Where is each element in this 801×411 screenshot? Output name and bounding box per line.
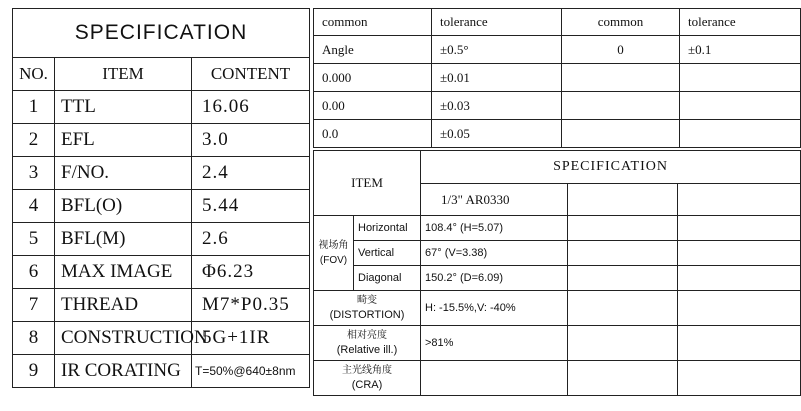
- tolerance-value: ±0.1: [680, 36, 801, 64]
- common-value: 0.00: [314, 92, 432, 120]
- row-item: MAX IMAGE: [55, 256, 192, 289]
- row-number: 1: [13, 91, 55, 124]
- tolerance-header: tolerance: [432, 9, 562, 36]
- row-item: BFL(M): [55, 223, 192, 256]
- tolerance-value: ±0.05: [432, 120, 562, 148]
- empty-cell: [568, 291, 678, 326]
- row-content: M7*P0.35: [192, 289, 310, 322]
- table-row: [13, 91, 310, 124]
- common-value: Angle: [314, 36, 432, 64]
- table-row: [13, 223, 310, 256]
- common-value: [562, 120, 680, 148]
- horizontal-value: 108.4° (H=5.07): [421, 216, 568, 241]
- table-row: [13, 124, 310, 157]
- spec-title: SPECIFICATION: [421, 151, 801, 184]
- distortion-value: H: -15.5%,V: -40%: [421, 291, 568, 326]
- vertical-label: Vertical: [354, 241, 421, 266]
- tolerance-value: ±0.5°: [432, 36, 562, 64]
- tolerance-value: ±0.03: [432, 92, 562, 120]
- relative-ill-value: >81%: [421, 326, 568, 361]
- common-value: 0: [562, 36, 680, 64]
- table-row: [13, 256, 310, 289]
- table-row: [13, 355, 310, 388]
- tolerance-row: [314, 120, 801, 148]
- empty-cell: [678, 326, 801, 361]
- cra-label-cn: 主光线角度: [342, 365, 392, 376]
- row-number: 3: [13, 157, 55, 190]
- cra-value: [421, 361, 568, 396]
- tolerance-value: [680, 64, 801, 92]
- tolerance-row: [314, 92, 801, 120]
- row-number: 7: [13, 289, 55, 322]
- row-content: 16.06: [192, 91, 310, 124]
- empty-cell: [678, 266, 801, 291]
- empty-cell: [568, 216, 678, 241]
- empty-cell: [568, 184, 678, 216]
- sensor-model: 1/3" AR0330: [421, 184, 568, 216]
- row-number: 9: [13, 355, 55, 388]
- item-header: ITEM: [55, 58, 192, 91]
- tolerance-table: [313, 8, 801, 148]
- row-content: 5G+1IR: [192, 322, 310, 355]
- content-header: CONTENT: [192, 58, 310, 91]
- header-row: [13, 58, 310, 91]
- relative-ill-label-cn: 相对亮度: [347, 330, 387, 341]
- row-content: 5.44: [192, 190, 310, 223]
- empty-cell: [568, 361, 678, 396]
- row-number: 2: [13, 124, 55, 157]
- table-row: [13, 157, 310, 190]
- empty-cell: [678, 184, 801, 216]
- tolerance-value: ±0.01: [432, 64, 562, 92]
- row-number: 5: [13, 223, 55, 256]
- distortion-label: [314, 291, 421, 326]
- tolerance-header-row: [314, 9, 801, 36]
- specification-title: SPECIFICATION: [13, 9, 310, 58]
- empty-cell: [678, 361, 801, 396]
- row-number: 4: [13, 190, 55, 223]
- row-item: BFL(O): [55, 190, 192, 223]
- distortion-label-cn: 畸变: [357, 295, 377, 306]
- distortion-label-en: (DISTORTION): [329, 309, 405, 321]
- tolerance-row: [314, 64, 801, 92]
- empty-cell: [568, 241, 678, 266]
- row-item: THREAD: [55, 289, 192, 322]
- empty-cell: [568, 326, 678, 361]
- common-header: common: [314, 9, 432, 36]
- row-item: IR CORATING: [55, 355, 192, 388]
- cra-label-en: (CRA): [351, 379, 383, 391]
- diagonal-value: 150.2° (D=6.09): [421, 266, 568, 291]
- row-item: EFL: [55, 124, 192, 157]
- horizontal-label: Horizontal: [354, 216, 421, 241]
- item-label: ITEM: [314, 151, 421, 216]
- tolerance-value: [680, 120, 801, 148]
- common-value: 0.000: [314, 64, 432, 92]
- tolerance-row: [314, 36, 801, 64]
- tolerance-value: [680, 92, 801, 120]
- relative-ill-label: [314, 326, 421, 361]
- fov-label: [314, 216, 354, 291]
- row-content: Φ6.23: [192, 256, 310, 289]
- empty-cell: [678, 241, 801, 266]
- common-value: [562, 64, 680, 92]
- no-header: NO.: [13, 58, 55, 91]
- tolerance-header: tolerance: [680, 9, 801, 36]
- row-content: 2.4: [192, 157, 310, 190]
- common-value: 0.0: [314, 120, 432, 148]
- table-row: [13, 322, 310, 355]
- cra-label: [314, 361, 421, 396]
- table-row: [13, 289, 310, 322]
- empty-cell: [568, 266, 678, 291]
- fov-label-en: (FOV): [319, 255, 348, 266]
- specification-table: [12, 8, 310, 388]
- relative-ill-label-en: (Relative ill.): [336, 344, 398, 356]
- row-content: T=50%@640±8nm: [192, 355, 310, 388]
- row-item: CONSTRUCTION: [55, 322, 192, 355]
- row-item: F/NO.: [55, 157, 192, 190]
- row-content: 2.6: [192, 223, 310, 256]
- fov-label-cn: 视场角: [318, 240, 349, 251]
- diagonal-label: Diagonal: [354, 266, 421, 291]
- vertical-value: 67° (V=3.38): [421, 241, 568, 266]
- lens-spec-table: [313, 150, 801, 396]
- common-header: common: [562, 9, 680, 36]
- row-item: TTL: [55, 91, 192, 124]
- row-content: 3.0: [192, 124, 310, 157]
- empty-cell: [678, 216, 801, 241]
- row-number: 6: [13, 256, 55, 289]
- empty-cell: [678, 291, 801, 326]
- table-row: [13, 190, 310, 223]
- row-number: 8: [13, 322, 55, 355]
- common-value: [562, 92, 680, 120]
